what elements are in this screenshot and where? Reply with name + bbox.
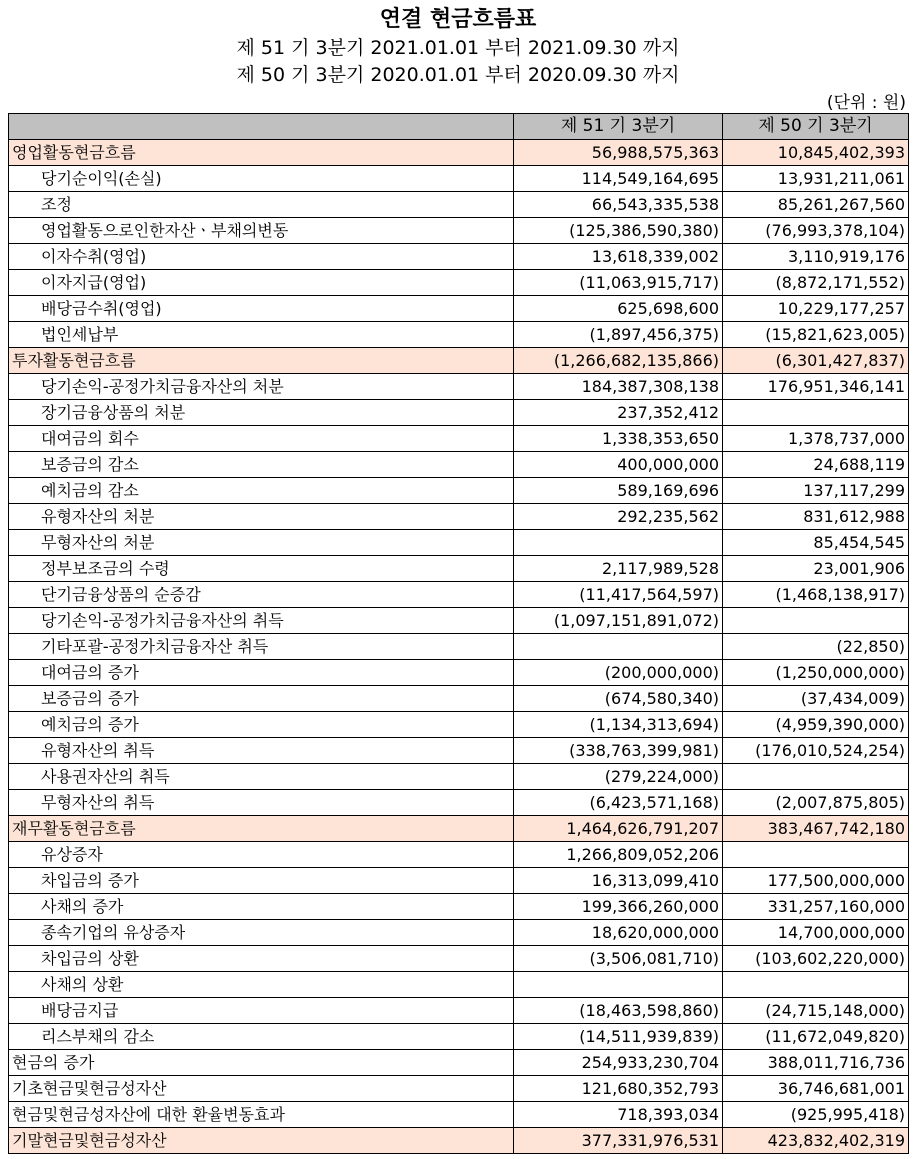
table-row <box>9 426 909 452</box>
table-row <box>9 192 909 218</box>
value-q3-50: 10,229,177,257 <box>723 296 909 322</box>
table-row <box>9 738 909 764</box>
value-q3-51: (200,000,000) <box>514 660 723 686</box>
value-q3-51: 16,313,099,410 <box>514 868 723 894</box>
row-label: 종속기업의 유상증자 <box>9 920 514 946</box>
table-row <box>9 556 909 582</box>
value-q3-51: 121,680,352,793 <box>514 1076 723 1102</box>
table-row <box>9 634 909 660</box>
row-label: 당기손익-공정가치금융자산의 취득 <box>9 608 514 634</box>
value-q3-51 <box>514 972 723 998</box>
row-label: 현금및현금성자산에 대한 환율변동효과 <box>9 1102 514 1128</box>
section-row <box>9 348 909 374</box>
table-row <box>9 686 909 712</box>
value-q3-51: (674,580,340) <box>514 686 723 712</box>
value-q3-51 <box>514 530 723 556</box>
row-label: 예치금의 감소 <box>9 478 514 504</box>
row-label: 이자수취(영업) <box>9 244 514 270</box>
value-q3-50 <box>723 842 909 868</box>
value-q3-51 <box>514 634 723 660</box>
row-label: 차입금의 증가 <box>9 868 514 894</box>
value-q3-50: (4,959,390,000) <box>723 712 909 738</box>
value-q3-51: (338,763,399,981) <box>514 738 723 764</box>
value-q3-50: 14,700,000,000 <box>723 920 909 946</box>
table-row <box>9 764 909 790</box>
value-q3-50: (8,872,171,552) <box>723 270 909 296</box>
value-q3-51: 377,331,976,531 <box>514 1128 723 1154</box>
table-row <box>9 478 909 504</box>
value-q3-50: 177,500,000,000 <box>723 868 909 894</box>
value-q3-51: 589,169,696 <box>514 478 723 504</box>
value-q3-50: 85,261,267,560 <box>723 192 909 218</box>
row-label: 사용권자산의 취득 <box>9 764 514 790</box>
row-label: 대여금의 증가 <box>9 660 514 686</box>
row-label: 유상증자 <box>9 842 514 868</box>
table-header <box>9 114 909 140</box>
value-q3-50: (37,434,009) <box>723 686 909 712</box>
table-row <box>9 322 909 348</box>
table-row <box>9 842 909 868</box>
value-q3-51: 400,000,000 <box>514 452 723 478</box>
value-q3-50: 383,467,742,180 <box>723 816 909 842</box>
header-account <box>9 114 514 140</box>
table-row <box>9 946 909 972</box>
value-q3-50: (11,672,049,820) <box>723 1024 909 1050</box>
value-q3-50: 831,612,988 <box>723 504 909 530</box>
value-q3-51: (3,506,081,710) <box>514 946 723 972</box>
section-row <box>9 1128 909 1154</box>
value-q3-50: 388,011,716,736 <box>723 1050 909 1076</box>
value-q3-50: 3,110,919,176 <box>723 244 909 270</box>
value-q3-50: (925,995,418) <box>723 1102 909 1128</box>
row-label: 현금의 증가 <box>9 1050 514 1076</box>
table-row <box>9 296 909 322</box>
row-label: 기말현금및현금성자산 <box>9 1128 514 1154</box>
table-row <box>9 894 909 920</box>
row-label: 투자활동현금흐름 <box>9 348 514 374</box>
unit-label: (단위 : 원) <box>826 93 906 113</box>
table-row <box>9 452 909 478</box>
value-q3-51: (279,224,000) <box>514 764 723 790</box>
table-row <box>9 998 909 1024</box>
current-period: 제 51 기 3분기 2021.01.01 부터 2021.09.30 까지 <box>236 37 680 59</box>
header-q3-50: 제 50 기 3분기 <box>723 114 909 140</box>
table-row <box>9 400 909 426</box>
section-row <box>9 816 909 842</box>
value-q3-50: (6,301,427,837) <box>723 348 909 374</box>
value-q3-50: 10,845,402,393 <box>723 140 909 166</box>
value-q3-50: 85,454,545 <box>723 530 909 556</box>
row-label: 사채의 증가 <box>9 894 514 920</box>
table-row <box>9 660 909 686</box>
cash-flow-table <box>8 113 909 1154</box>
row-label: 기초현금및현금성자산 <box>9 1076 514 1102</box>
row-label: 사채의 상환 <box>9 972 514 998</box>
value-q3-50: 137,117,299 <box>723 478 909 504</box>
row-label: 당기순이익(손실) <box>9 166 514 192</box>
value-q3-51: (14,511,939,839) <box>514 1024 723 1050</box>
value-q3-51: (6,423,571,168) <box>514 790 723 816</box>
row-label: 기타포괄-공정가치금융자산 취득 <box>9 634 514 660</box>
row-label: 당기손익-공정가치금융자산의 처분 <box>9 374 514 400</box>
table-row <box>9 712 909 738</box>
value-q3-50 <box>723 608 909 634</box>
row-label: 유형자산의 취득 <box>9 738 514 764</box>
row-label: 예치금의 증가 <box>9 712 514 738</box>
value-q3-50: 331,257,160,000 <box>723 894 909 920</box>
value-q3-51: (1,897,456,375) <box>514 322 723 348</box>
row-label: 재무활동현금흐름 <box>9 816 514 842</box>
value-q3-51: (1,134,313,694) <box>514 712 723 738</box>
row-label: 무형자산의 취득 <box>9 790 514 816</box>
table-row <box>9 1024 909 1050</box>
value-q3-50: (1,250,000,000) <box>723 660 909 686</box>
value-q3-51: (125,386,590,380) <box>514 218 723 244</box>
row-label: 보증금의 감소 <box>9 452 514 478</box>
value-q3-51: 254,933,230,704 <box>514 1050 723 1076</box>
value-q3-50: (24,715,148,000) <box>723 998 909 1024</box>
row-label: 이자지급(영업) <box>9 270 514 296</box>
value-q3-50 <box>723 972 909 998</box>
value-q3-51: 114,549,164,695 <box>514 166 723 192</box>
table-row <box>9 1050 909 1076</box>
value-q3-50: 176,951,346,141 <box>723 374 909 400</box>
value-q3-50: 24,688,119 <box>723 452 909 478</box>
row-label: 배당금수취(영업) <box>9 296 514 322</box>
table-row <box>9 270 909 296</box>
row-label: 배당금지급 <box>9 998 514 1024</box>
statement-title: 연결 현금흐름표 <box>379 7 537 32</box>
table-row <box>9 790 909 816</box>
row-label: 조정 <box>9 192 514 218</box>
value-q3-51: (18,463,598,860) <box>514 998 723 1024</box>
table-row <box>9 374 909 400</box>
value-q3-50: (2,007,875,805) <box>723 790 909 816</box>
row-label: 장기금융상품의 처분 <box>9 400 514 426</box>
row-label: 영업활동으로인한자산ㆍ부채의변동 <box>9 218 514 244</box>
row-label: 정부보조금의 수령 <box>9 556 514 582</box>
value-q3-51: 1,338,353,650 <box>514 426 723 452</box>
value-q3-50: 23,001,906 <box>723 556 909 582</box>
row-label: 유형자산의 처분 <box>9 504 514 530</box>
value-q3-51: (1,097,151,891,072) <box>514 608 723 634</box>
value-q3-50: 36,746,681,001 <box>723 1076 909 1102</box>
row-label: 무형자산의 처분 <box>9 530 514 556</box>
row-label: 차입금의 상환 <box>9 946 514 972</box>
table-row <box>9 868 909 894</box>
table-row <box>9 582 909 608</box>
value-q3-51: 56,988,575,363 <box>514 140 723 166</box>
row-label: 영업활동현금흐름 <box>9 140 514 166</box>
value-q3-50: (176,010,524,254) <box>723 738 909 764</box>
value-q3-51: 13,618,339,002 <box>514 244 723 270</box>
value-q3-51: 199,366,260,000 <box>514 894 723 920</box>
table-row <box>9 504 909 530</box>
table-row <box>9 920 909 946</box>
row-label: 단기금융상품의 순증감 <box>9 582 514 608</box>
value-q3-50: (15,821,623,005) <box>723 322 909 348</box>
value-q3-51: (1,266,682,135,866) <box>514 348 723 374</box>
row-label: 법인세납부 <box>9 322 514 348</box>
value-q3-50: (22,850) <box>723 634 909 660</box>
table-row <box>9 1102 909 1128</box>
value-q3-50 <box>723 400 909 426</box>
value-q3-50: (1,468,138,917) <box>723 582 909 608</box>
value-q3-51: (11,063,915,717) <box>514 270 723 296</box>
value-q3-51: 237,352,412 <box>514 400 723 426</box>
table-row <box>9 218 909 244</box>
value-q3-51: 2,117,989,528 <box>514 556 723 582</box>
row-label: 리스부채의 감소 <box>9 1024 514 1050</box>
table-row <box>9 1076 909 1102</box>
value-q3-50: (103,602,220,000) <box>723 946 909 972</box>
value-q3-51: 718,393,034 <box>514 1102 723 1128</box>
value-q3-50: 1,378,737,000 <box>723 426 909 452</box>
value-q3-50 <box>723 764 909 790</box>
row-label: 대여금의 회수 <box>9 426 514 452</box>
table-row <box>9 530 909 556</box>
section-row <box>9 140 909 166</box>
value-q3-50: 13,931,211,061 <box>723 166 909 192</box>
table-row <box>9 608 909 634</box>
value-q3-51: 1,464,626,791,207 <box>514 816 723 842</box>
value-q3-51: 1,266,809,052,206 <box>514 842 723 868</box>
table-row <box>9 244 909 270</box>
value-q3-51: 625,698,600 <box>514 296 723 322</box>
value-q3-50: (76,993,378,104) <box>723 218 909 244</box>
table-row <box>9 972 909 998</box>
prior-period: 제 50 기 3분기 2020.01.01 부터 2020.09.30 까지 <box>236 64 680 86</box>
value-q3-51: 18,620,000,000 <box>514 920 723 946</box>
value-q3-50: 423,832,402,319 <box>723 1128 909 1154</box>
header-q3-51: 제 51 기 3분기 <box>514 114 723 140</box>
value-q3-51: 292,235,562 <box>514 504 723 530</box>
value-q3-51: (11,417,564,597) <box>514 582 723 608</box>
table-row <box>9 166 909 192</box>
value-q3-51: 184,387,308,138 <box>514 374 723 400</box>
row-label: 보증금의 증가 <box>9 686 514 712</box>
value-q3-51: 66,543,335,538 <box>514 192 723 218</box>
